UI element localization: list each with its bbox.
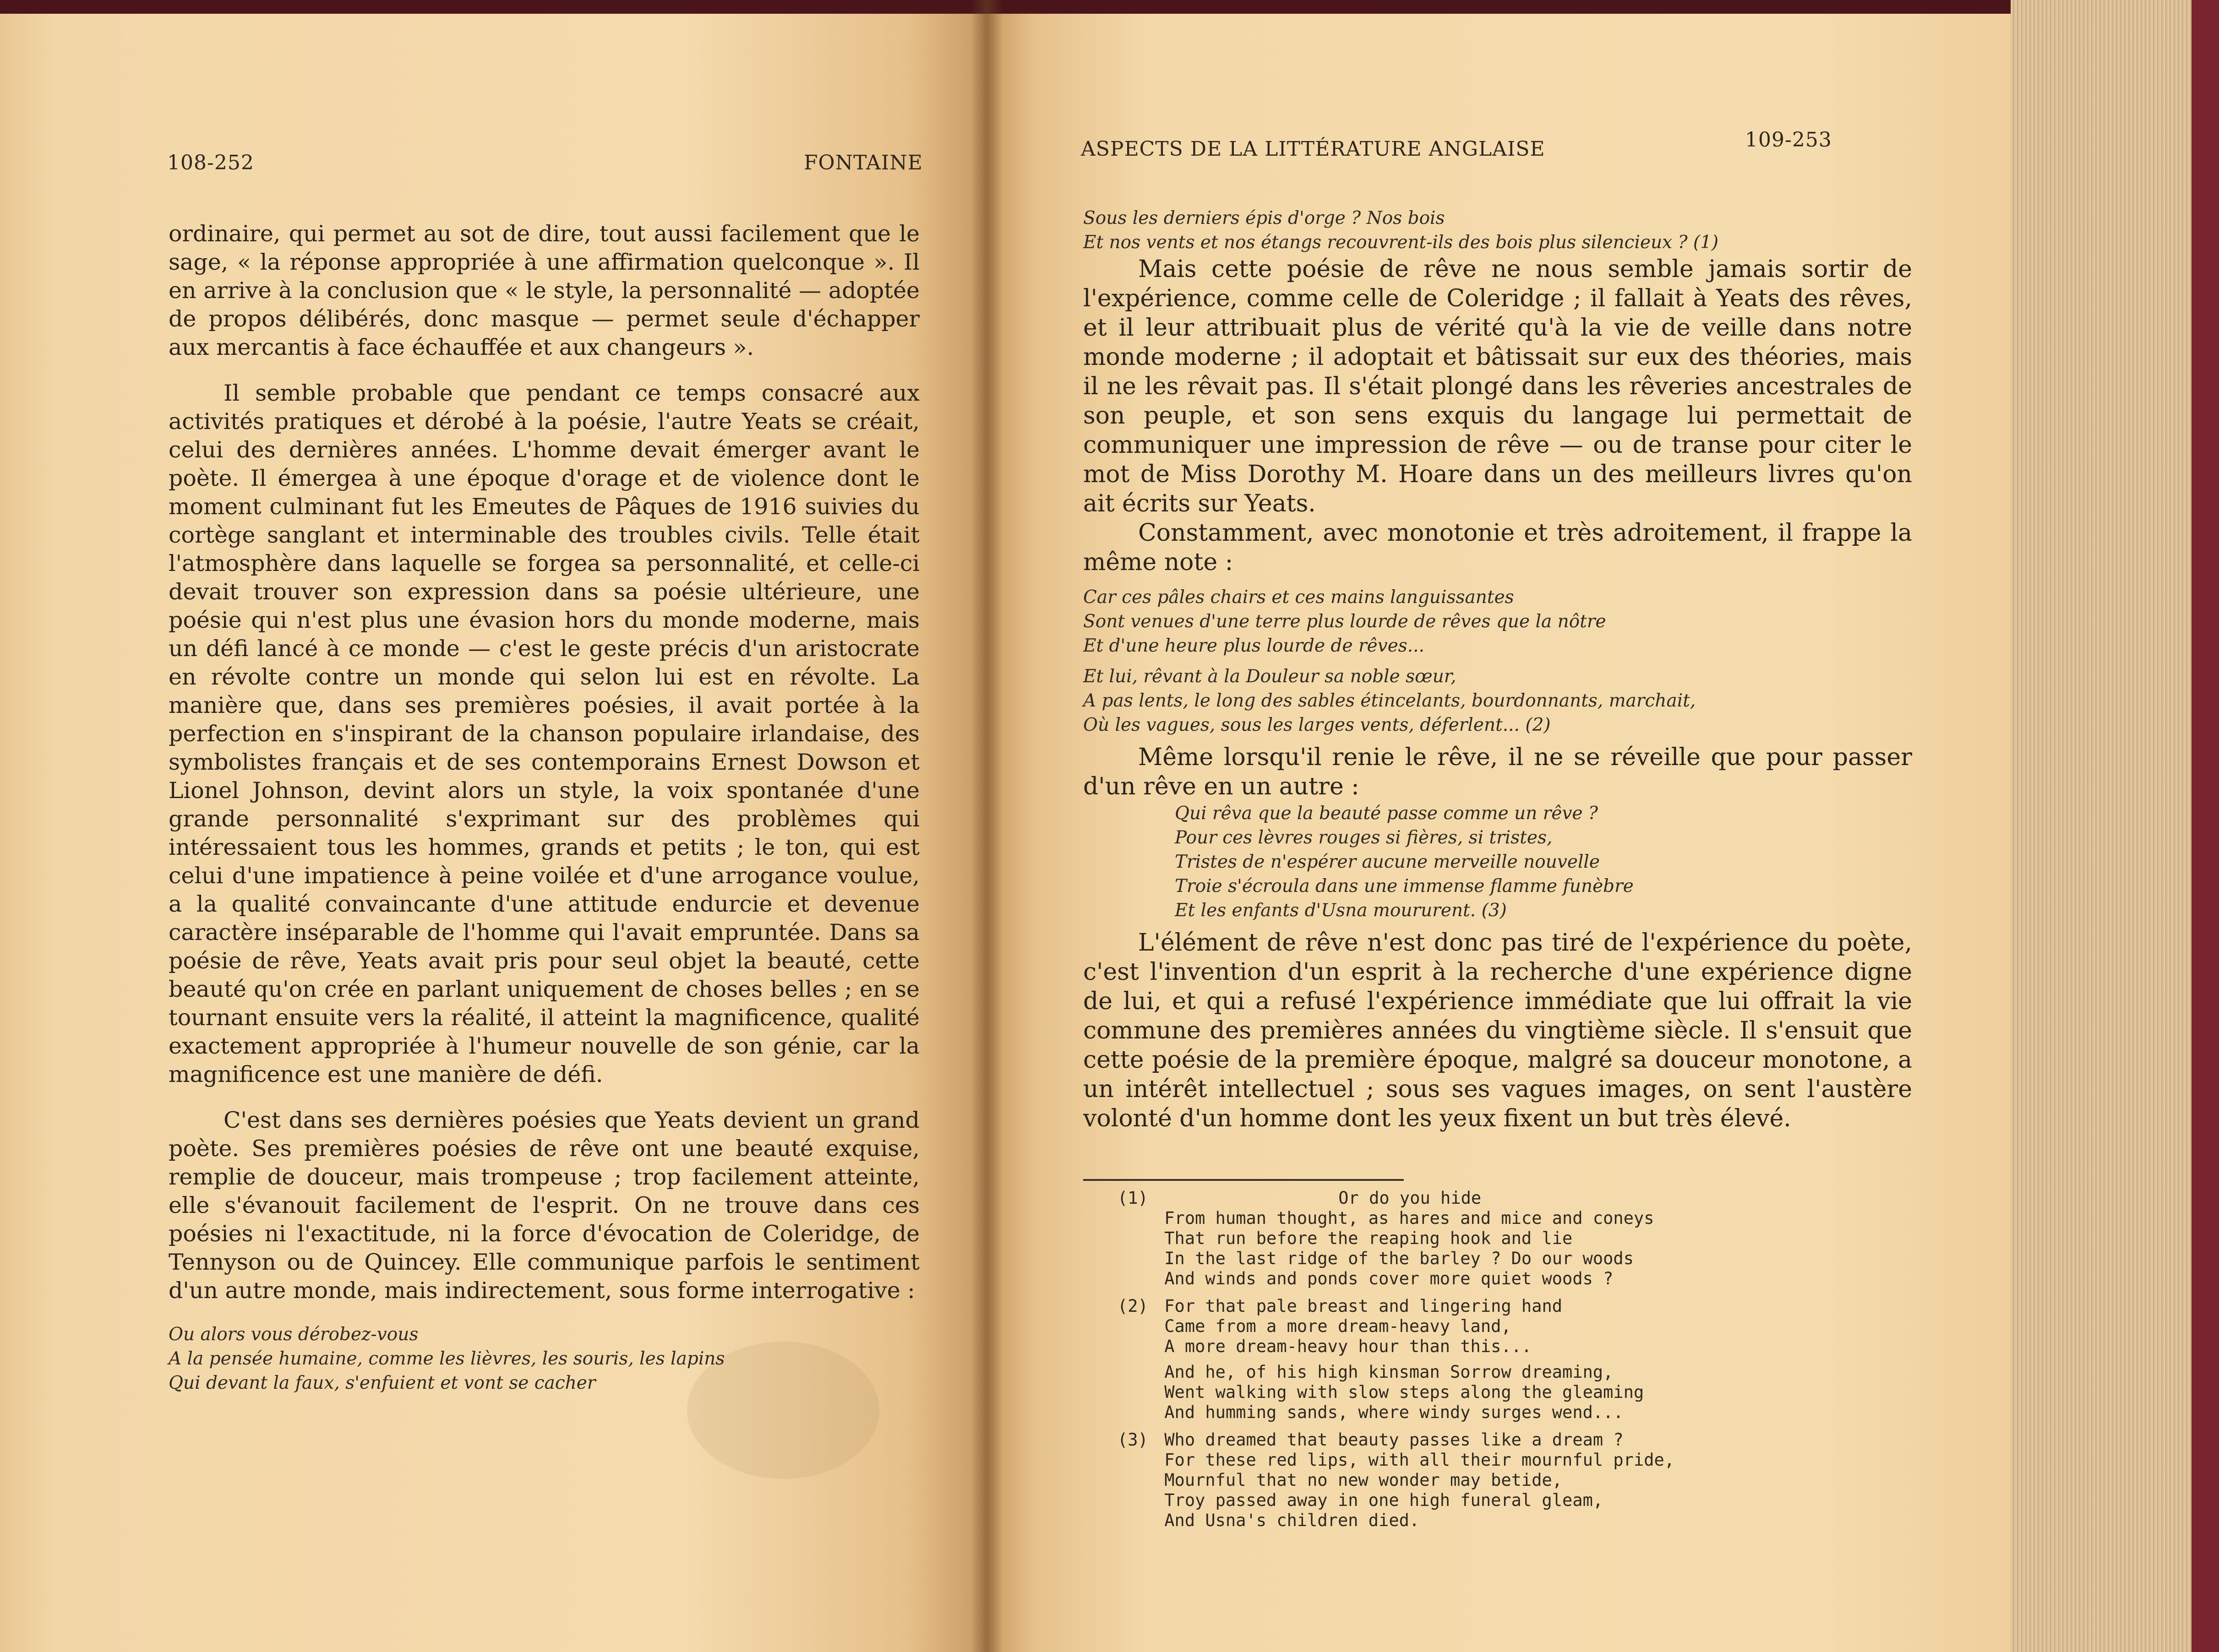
footnote-line: A more dream-heavy hour than this... (1164, 1337, 1532, 1356)
left-verse-quote (169, 1322, 920, 1395)
left-paragraph-1: ordinaire, qui permet au sot de dire, tout aussi facilement que le sage, « la réponse appropriée à une affirmation quelconque ». Il en arrive à la conclusion que « le style, la personnalité — adoptée de propos délibérés, donc masque — permet seule d'échapper aux mercantis à face échauffée et aux changeurs ». (169, 221, 920, 360)
verse-line: Pour ces lèvres rouges si fières, si tristes, (1175, 827, 1553, 848)
right-verse-3 (1083, 801, 1912, 923)
right-paragraph-4: L'élément de rêve n'est donc pas tiré de l'expérience du poète, c'est l'invention d'un esprit à la recherche d'une expérience digne de lui, et qui a refusé l'expérience immédiate que lui offrait la vie commune des premières années du vingtième siècle. Il s'ensuit que cette poésie de la première époque, malgré sa douceur monotone, a un intérêt intellectuel ; sous ses vagues images, on sent l'austère volonté d'un homme dont les yeux fixent un but très élevé. (1083, 929, 1912, 1132)
verse-line: Sont venues d'une terre plus lourde de rêves que la nôtre (1083, 611, 1606, 632)
footnote-2 (1118, 1296, 1896, 1423)
verse-line: Tristes de n'espérer aucune merveille nouvelle (1175, 852, 1600, 872)
verse-line: Et d'une heure plus lourde de rêves... (1083, 636, 1424, 656)
verse-line: Ou alors vous dérobez-vous (169, 1324, 419, 1345)
footnote-line: And humming sands, where windy surges wend... (1164, 1402, 1624, 1422)
footnote-line: Who dreamed that beauty passes like a dream ? (1164, 1430, 1624, 1450)
left-page-number: 108-252 (167, 151, 254, 174)
right-running-head: ASPECTS DE LA LITTÉRATURE ANGLAISE (1081, 137, 1545, 161)
verse-line: Qui devant la faux, s'enfuient et vont se cacher (169, 1373, 596, 1393)
footnote-line: In the last ridge of the barley ? Do our woods (1164, 1249, 1634, 1268)
verse-line: Et nos vents et nos étangs recouvrent-ils des bois plus silencieux ? (1) (1083, 232, 1719, 253)
verse-line: Où les vagues, sous les larges vents, déferlent... (2) (1083, 715, 1551, 735)
footnote-line: For these red lips, with all their mournful pride, (1164, 1450, 1675, 1470)
right-verse-top (1083, 206, 1912, 255)
left-page (0, 14, 985, 1652)
footnote-line: And winds and ponds cover more quiet woods ? (1164, 1269, 1614, 1288)
footnote-line: And he, of his high kinsman Sorrow dreaming, (1164, 1362, 1614, 1382)
footnote-line: Came from a more dream-heavy land, (1164, 1316, 1511, 1336)
verse-line: Et lui, rêvant à la Douleur sa noble sœur, (1083, 666, 1456, 687)
footnote-number: (1) (1118, 1188, 1148, 1208)
right-body-text (1083, 206, 1912, 1133)
left-running-head: FONTAINE (804, 151, 923, 174)
footnote-line: And Usna's children died. (1164, 1511, 1420, 1530)
verse-line: A la pensée humaine, comme les lièvres, les souris, les lapins (169, 1348, 725, 1369)
left-paragraph-3: C'est dans ses dernières poésies que Yeats devient un grand poète. Ses premières poésies de rêve ont une beauté exquise, remplie de douceur, mais trompeuse ; trop facilement atteinte, elle s'évanouit facilement de l'esprit. On ne trouve dans ces poésies ni l'exactitude, ni la force d'évocation de Coleridge, de Tennyson ou de Quincey. Elle communique parfois le sentiment d'un autre monde, mais indirectement, sous forme interrogative : (169, 1107, 920, 1304)
left-paragraph-2: Il semble probable que pendant ce temps consacré aux activités pratiques et dérobé à la poésie, l'autre Yeats se créait, celui des dernières années. L'homme devait émerger avant le poète. Il émergea à une époque d'orage et de violence dont le moment culminant fut les Emeutes de Pâques de 1916 suivies du cortège sanglant et interminable des troubles civils. Telle était l'atmosphère dans laquelle se forgea sa personnalité, et celle-ci devait trouver son expression dans sa poésie ultérieure, une poésie qui n'est plus une évasion hors du monde moderne, mais un défi lancé à ce monde — c'est le geste précis d'un aristocrate en révolte contre un monde qui selon lui est en révolte. La manière que, dans ses premières poésies, il avait portée à la perfection en s'inspirant de la chanson populaire irlandaise, des symbolistes français et de ses contemporains Ernest Dowson et Lionel Johnson, devint alors un style, la voix spontanée d'une grande personnalité s'exprimant sur des problèmes qui intéressaient tous les hommes, grands et petits ; le ton, qui est celui d'une impatience à peine voilée et d'une arrogance voulue, a la qualité convaincante d'une attitude endurcie et devenue caractère inséparable de l'homme qui l'avait empruntée. Dans sa poésie de rêve, Yeats avait pris pour seul objet la beauté, cette beauté qu'on crée en parlant uniquement de choses belles ; en se tournant ensuite vers la réalité, il atteint la magnificence, qualité exactement appropriée à l'humeur nouvelle de son génie, car la magnificence est une manière de défi. (169, 380, 920, 1087)
footnote-line: Went walking with slow steps along the gleaming (1164, 1382, 1644, 1402)
verse-line: A pas lents, le long des sables étincelants, bourdonnants, marchait, (1083, 690, 1696, 711)
verse-line: Et les enfants d'Usna moururent. (3) (1175, 900, 1507, 921)
right-paragraph-3: Même lorsqu'il renie le rêve, il ne se réveille que pour passer d'un rêve en un autre : (1083, 744, 1912, 800)
footnote-line: Troy passed away in one high funeral gleam, (1164, 1490, 1603, 1510)
right-verse-2b (1083, 664, 1912, 737)
left-body-text (169, 220, 920, 1395)
book-gutter (971, 0, 1003, 1652)
footnote-3 (1118, 1430, 1896, 1531)
right-paragraph-2: Constamment, avec monotonie et très adroitement, il frappe la même note : (1083, 519, 1912, 576)
footnote-1 (1118, 1188, 1896, 1289)
footnote-line: That run before the reaping hook and lie (1164, 1228, 1573, 1248)
right-verse-2a (1083, 585, 1912, 658)
footnote-rule (1083, 1179, 1404, 1181)
right-page (985, 14, 2011, 1652)
footnote-line: For that pale breast and lingering hand (1164, 1296, 1563, 1316)
page-edges (2011, 0, 2219, 1652)
footnote-number: (2) (1118, 1296, 1148, 1316)
verse-line: Troie s'écroula dans une immense flamme funèbre (1175, 876, 1634, 897)
footnote-line: Or do you hide (1338, 1188, 1482, 1208)
book-cover-edge (2192, 0, 2219, 1652)
verse-line: Car ces pâles chairs et ces mains languissantes (1083, 587, 1514, 608)
verse-line: Qui rêva que la beauté passe comme un rêve ? (1175, 803, 1598, 824)
right-paragraph-1: Mais cette poésie de rêve ne nous semble jamais sortir de l'expérience, comme celle de Coleridge ; il fallait à Yeats des rêves, et il leur attribuait plus de vérité qu'à la vie de veille dans notre monde moderne ; il adoptait et bâtissait sur eux des théories, mais il ne les rêvait pas. Il s'était plongé dans les rêveries ancestrales de son peuple, et son sens exquis du langage lui permettait de communiquer une impression de rêve — ou de transe pour citer le mot de Miss Dorothy M. Hoare dans un des meilleurs livres qu'on ait écrits sur Yeats. (1083, 255, 1912, 517)
footnote-line: From human thought, as hares and mice and coneys (1164, 1208, 1654, 1228)
verse-line: Sous les derniers épis d'orge ? Nos bois (1083, 208, 1445, 228)
footnote-number: (3) (1118, 1430, 1148, 1450)
footnotes (1118, 1188, 1896, 1531)
right-page-number: 109-253 (1745, 128, 1832, 152)
footnote-line: Mournful that no new wonder may betide, (1164, 1470, 1563, 1490)
